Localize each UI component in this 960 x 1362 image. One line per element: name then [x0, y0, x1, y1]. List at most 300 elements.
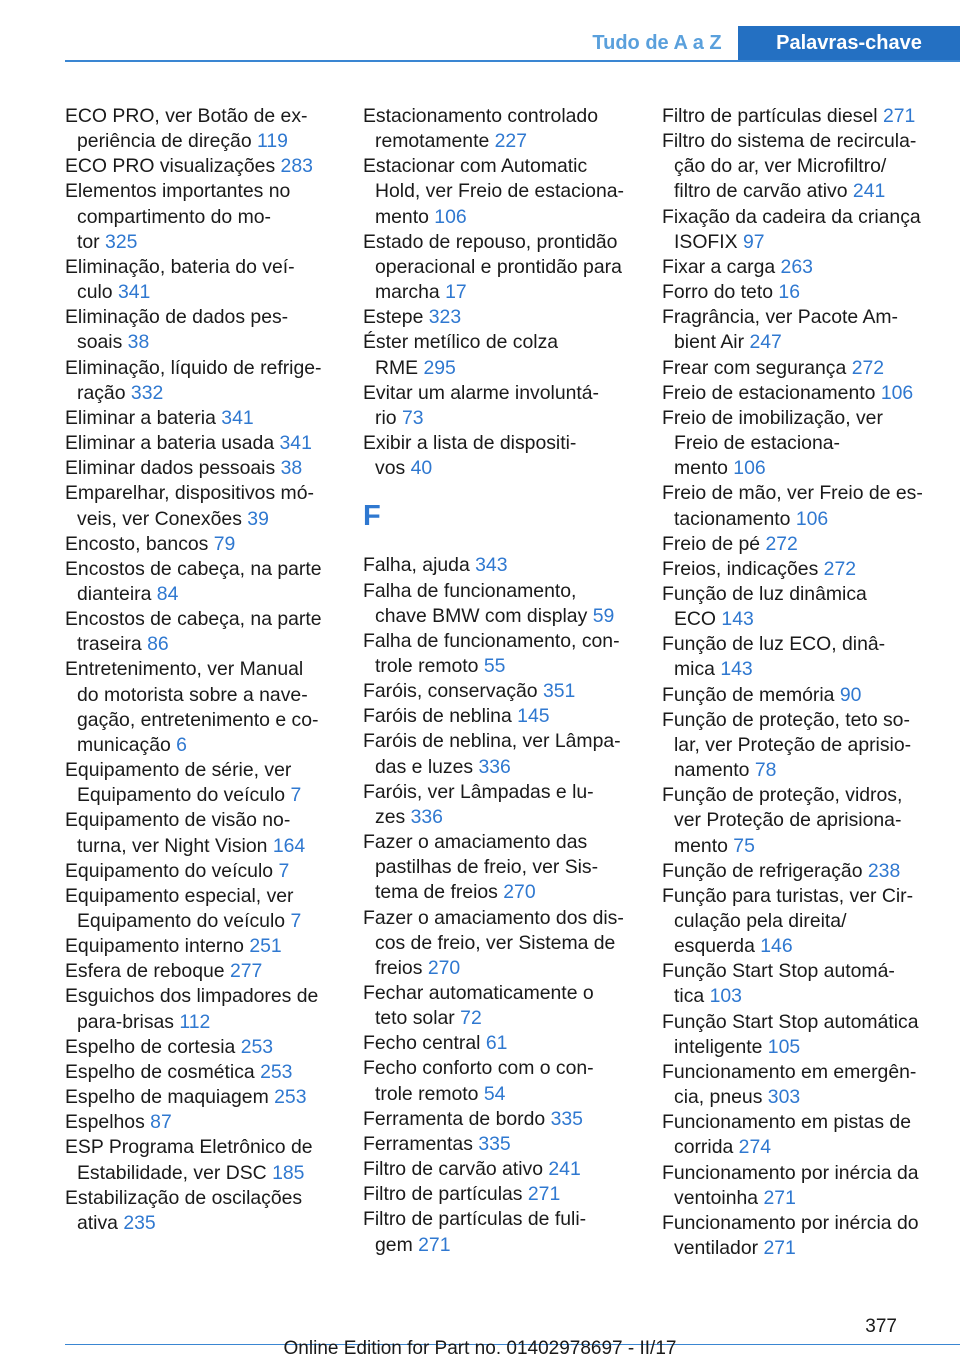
page-reference-link[interactable]: 185: [272, 1161, 305, 1184]
entry-text: inteligente: [674, 1035, 763, 1058]
entry-text: Filtro de partículas: [363, 1183, 523, 1206]
entry-text: Espelho de maquiagem: [65, 1086, 269, 1109]
page-reference-link[interactable]: 90: [839, 683, 862, 706]
index-entry-continuation: [363, 805, 635, 830]
index-entry: [662, 406, 934, 431]
entry-text: Estepe: [363, 306, 424, 329]
index-entry: [65, 758, 337, 783]
index-entry-continuation: [662, 330, 934, 355]
entry-text: Emparelhar, dispositivos mó-: [65, 482, 314, 505]
index-entry: [662, 129, 934, 154]
page-reference-link[interactable]: 325: [105, 230, 138, 253]
page-reference-link[interactable]: 79: [213, 532, 236, 555]
entry-text: trole remoto: [375, 654, 479, 677]
entry-text: tor: [77, 230, 100, 253]
index-entry: [65, 104, 337, 129]
entry-text: Encosto, bancos: [65, 532, 209, 555]
tab-section[interactable]: Tudo de A a Z: [592, 31, 722, 54]
page-reference-link[interactable]: 271: [882, 105, 916, 127]
page-reference-link[interactable]: 84: [156, 582, 179, 605]
entry-text: periência de direção: [77, 130, 252, 153]
tab-current[interactable]: Palavras-chave: [738, 26, 960, 60]
page-reference-link[interactable]: 39: [247, 507, 269, 530]
entry-text: ECO: [674, 608, 717, 631]
entry-text: zes: [375, 805, 406, 828]
index-entry: [65, 984, 337, 1009]
page-reference-link[interactable]: 277: [229, 960, 263, 983]
entry-text: Fecho central: [363, 1032, 481, 1055]
index-entry: [363, 780, 635, 805]
index-entry: [363, 981, 635, 1006]
page-reference-link[interactable]: 106: [434, 205, 467, 228]
page-reference-link[interactable]: 103: [709, 985, 742, 1008]
entry-text: mica: [674, 658, 715, 681]
index-entry: [662, 859, 934, 884]
entry-text: Fixar a carga: [662, 255, 776, 278]
entry-text: ESP Programa Eletrônico de: [65, 1136, 313, 1159]
entry-text: ativa: [77, 1211, 118, 1234]
page-reference-link[interactable]: 72: [460, 1007, 482, 1030]
page-reference-link[interactable]: 336: [478, 755, 511, 778]
entry-text: Equipamento interno: [65, 935, 244, 958]
page-reference-link[interactable]: 54: [483, 1082, 506, 1105]
index-entry-continuation: [662, 431, 934, 456]
entry-text: Eliminação de dados pes-: [65, 306, 289, 329]
index-entry: [363, 579, 635, 604]
index-entry: [363, 906, 635, 931]
page-reference-link[interactable]: 303: [767, 1086, 801, 1109]
index-entry: [662, 1110, 934, 1135]
page-reference-link[interactable]: 263: [780, 255, 813, 278]
index-entry-continuation: [662, 657, 934, 682]
entry-text: Estabilização de oscilações: [65, 1186, 303, 1209]
index-entry-continuation: [662, 1085, 934, 1110]
entry-text: Estabilidade, ver DSC: [77, 1161, 267, 1184]
index-entry: [65, 1060, 337, 1085]
page-reference-link[interactable]: 238: [867, 859, 901, 882]
index-entry: [65, 1035, 337, 1060]
entry-text: Falha de funcionamento,: [363, 579, 577, 602]
index-entry: [662, 1010, 934, 1035]
index-entry-continuation: [662, 758, 934, 783]
entry-text: Funcionamento por inércia da: [662, 1161, 919, 1184]
header-divider: [65, 60, 960, 62]
page-reference-link[interactable]: 40: [410, 457, 433, 480]
page-reference-link[interactable]: 146: [760, 935, 793, 958]
page-reference-link[interactable]: 106: [880, 381, 914, 404]
index-entry-continuation: [65, 582, 337, 607]
index-entry: [363, 704, 635, 729]
entry-text: Filtro de carvão ativo: [363, 1158, 543, 1181]
index-entry-continuation: [65, 834, 337, 859]
entry-text: culação pela direita/: [674, 910, 847, 932]
index-entry: [662, 959, 934, 984]
index-entry: [363, 629, 635, 654]
entry-text: Equipamento de visão no-: [65, 809, 291, 832]
index-entry-continuation: [65, 381, 337, 406]
entry-text: Eliminação, bateria do veí-: [65, 255, 295, 278]
index-entry-continuation: [662, 733, 934, 758]
index-entry-continuation: [363, 179, 635, 204]
page-reference-link[interactable]: 143: [721, 608, 754, 631]
entry-text: Filtro do sistema de recircula-: [662, 130, 917, 153]
index-entry: [363, 104, 635, 129]
index-entry: [65, 959, 337, 984]
page-reference-link[interactable]: 295: [423, 356, 456, 379]
entry-text: soais: [77, 331, 123, 354]
index-entry-continuation: [65, 129, 337, 154]
entry-text: marcha: [375, 281, 440, 304]
entry-text: Espelhos: [65, 1111, 145, 1134]
index-entry-continuation: [662, 984, 934, 1009]
index-entry: [65, 532, 337, 557]
index-entry-continuation: [662, 934, 934, 959]
entry-text: Encostos de cabeça, na parte: [65, 608, 322, 631]
index-entry: [363, 729, 635, 754]
entry-text: Eliminar dados pessoais: [65, 457, 276, 480]
index-entry-continuation: [363, 604, 635, 629]
entry-text: gação, entretenimento e co-: [77, 708, 319, 731]
index-entry: [363, 305, 635, 330]
entry-text: Fixação da cadeira da criança: [662, 205, 921, 228]
entry-text: Equipamento do veículo: [77, 910, 286, 932]
page-reference-link[interactable]: 253: [274, 1086, 307, 1109]
entry-text: Faróis, conservação: [363, 680, 538, 703]
index-entry: [65, 657, 337, 682]
page-reference-link[interactable]: 323: [428, 306, 462, 329]
entry-text: Faróis de neblina, ver Lâmpa-: [363, 730, 621, 753]
entry-text: Espelho de cosmética: [65, 1060, 255, 1083]
index-entry: [662, 104, 934, 129]
entry-text: ECO PRO, ver Botão de ex-: [65, 105, 308, 127]
page-reference-link[interactable]: 343: [475, 554, 508, 577]
index-entry-continuation: [662, 154, 934, 179]
index-entry-continuation: [662, 1186, 934, 1211]
page-reference-link[interactable]: 38: [127, 331, 150, 354]
page-reference-link[interactable]: 59: [592, 604, 615, 627]
page-reference-link[interactable]: 7: [290, 910, 302, 932]
page-reference-link[interactable]: 332: [130, 381, 164, 404]
index-entry: [363, 1207, 635, 1232]
page-reference-link[interactable]: 253: [260, 1060, 293, 1083]
index-entry: [363, 1031, 635, 1056]
index-entry: [662, 1211, 934, 1236]
index-entry: [363, 1132, 635, 1157]
index-entry: [363, 830, 635, 855]
index-entry-continuation: [363, 356, 635, 381]
index-entry: [363, 154, 635, 179]
page-reference-link[interactable]: 17: [445, 281, 467, 304]
index-entry: [662, 783, 934, 808]
page-reference-link[interactable]: 73: [401, 406, 424, 429]
entry-text: tacionamento: [674, 507, 791, 530]
page-reference-link[interactable]: 274: [738, 1136, 772, 1159]
index-entry: [65, 481, 337, 506]
index-entry-continuation: [662, 230, 934, 255]
index-entry-continuation: [65, 909, 337, 934]
index-entry: [65, 255, 337, 280]
index-entry: [65, 154, 337, 179]
entry-text: Fragrância, ver Pacote Am-: [662, 306, 899, 329]
page-reference-link[interactable]: 75: [733, 834, 755, 857]
entry-text: vos: [375, 457, 406, 480]
page-reference-link[interactable]: 271: [763, 1237, 796, 1260]
index-entry: [662, 1060, 934, 1085]
entry-text: Função de luz ECO, dinâ-: [662, 633, 886, 656]
page-reference-link[interactable]: 145: [517, 705, 550, 728]
index-entry: [662, 305, 934, 330]
page-reference-link[interactable]: 38: [280, 457, 303, 480]
index-entry-continuation: [363, 255, 635, 280]
entry-text: Eliminar a bateria usada: [65, 432, 275, 455]
entry-text: Hold, ver Freio de estaciona-: [375, 180, 624, 203]
entry-text: Esguichos dos limpadores de: [65, 985, 319, 1008]
index-entry-continuation: [363, 755, 635, 780]
page-reference-link[interactable]: 6: [176, 733, 187, 756]
page-reference-link[interactable]: 16: [778, 281, 800, 304]
entry-text: RME: [375, 356, 419, 379]
entry-text: Freios, indicações: [662, 557, 819, 580]
index-entry-continuation: [662, 909, 934, 934]
page-reference-link[interactable]: 241: [548, 1158, 581, 1181]
page-reference-link[interactable]: 341: [279, 432, 312, 455]
entry-text: mento: [674, 834, 728, 857]
entry-text: Função de memória: [662, 683, 835, 706]
index-column-1: [65, 104, 337, 1236]
entry-text: Elementos importantes no: [65, 180, 291, 203]
index-entry-continuation: [65, 330, 337, 355]
index-entry: [65, 1186, 337, 1211]
entry-text: ventoinha: [674, 1186, 759, 1209]
index-entry: [363, 431, 635, 456]
entry-text: Função Start Stop automá-: [662, 960, 895, 983]
entry-text: Função de proteção, vidros,: [662, 784, 903, 807]
page-reference-link[interactable]: 78: [754, 759, 777, 782]
page-reference-link[interactable]: 272: [765, 532, 798, 555]
index-entry-continuation: [65, 1010, 337, 1035]
index-entry: [363, 679, 635, 704]
entry-text: Exibir a lista de dispositi-: [363, 432, 577, 455]
entry-text: Filtro de partículas de fuli-: [363, 1208, 587, 1231]
index-entry-continuation: [363, 1006, 635, 1031]
entry-text: Função de proteção, teto so-: [662, 708, 910, 731]
entry-text: Falha de funcionamento, con-: [363, 629, 620, 652]
entry-text: ECO PRO visualizações: [65, 155, 276, 178]
index-entry: [662, 708, 934, 733]
page-header: [0, 0, 960, 62]
entry-text: gem: [375, 1233, 413, 1256]
page-reference-link[interactable]: 7: [278, 859, 290, 882]
page-reference-link[interactable]: 271: [763, 1186, 796, 1209]
index-entry-continuation: [662, 179, 934, 204]
index-entry: [662, 205, 934, 230]
entry-text: ração: [77, 381, 126, 404]
entry-text: trole remoto: [375, 1082, 479, 1105]
index-entry-continuation: [363, 406, 635, 431]
entry-text: culo: [77, 281, 113, 304]
page-reference-link[interactable]: 55: [483, 654, 506, 677]
entry-text: Equipamento especial, ver: [65, 884, 294, 907]
entry-text: dianteira: [77, 582, 152, 605]
entry-text: Fazer o amaciamento das: [363, 831, 588, 854]
entry-text: Estacionar com Automatic: [363, 155, 588, 178]
index-entry: [662, 1161, 934, 1186]
page-reference-link[interactable]: 227: [494, 130, 527, 153]
page-reference-link[interactable]: 336: [410, 805, 443, 828]
page-reference-link[interactable]: 7: [290, 784, 302, 807]
page-reference-link[interactable]: 351: [542, 680, 576, 703]
page-reference-link[interactable]: 270: [503, 881, 536, 904]
entry-text: Esfera de reboque: [65, 960, 225, 983]
index-entry: [363, 1157, 635, 1182]
entry-text: Equipamento do veículo: [77, 784, 286, 807]
index-entry: [662, 532, 934, 557]
index-column-3: [662, 104, 934, 1261]
entry-text: chave BMW com display: [375, 604, 588, 627]
index-entry-continuation: [662, 1236, 934, 1261]
entry-text: Forro do teto: [662, 281, 774, 304]
index-entry: [662, 884, 934, 909]
entry-text: Função Start Stop automática: [662, 1010, 919, 1033]
index-entry-continuation: [363, 1082, 635, 1107]
page-reference-link[interactable]: 270: [427, 956, 461, 979]
page-reference-link[interactable]: 164: [272, 834, 306, 857]
entry-text: Ferramentas: [363, 1132, 473, 1155]
page-reference-link[interactable]: 253: [240, 1035, 274, 1058]
index-entry-continuation: [363, 456, 635, 481]
entry-text: ventilador: [674, 1237, 759, 1260]
page-reference-link[interactable]: 247: [749, 331, 782, 354]
index-entry-continuation: [662, 456, 934, 481]
page-reference-link[interactable]: 271: [527, 1183, 561, 1206]
entry-text: para-brisas: [77, 1010, 174, 1033]
page-reference-link[interactable]: 119: [257, 130, 288, 153]
entry-text: Encostos de cabeça, na parte: [65, 557, 322, 580]
index-entry: [65, 406, 337, 431]
page-reference-link[interactable]: 241: [852, 180, 886, 203]
entry-text: freios: [375, 956, 423, 979]
footer-edition: Online Edition for Part no. 01402978697 - II/17: [283, 1338, 677, 1359]
index-entry-continuation: [363, 880, 635, 905]
index-entry: [65, 431, 337, 456]
page-reference-link[interactable]: 112: [179, 1010, 211, 1033]
page-reference-link[interactable]: 251: [249, 935, 282, 958]
entry-text: cos de freio, ver Sistema de: [375, 931, 616, 954]
entry-text: lar, ver Proteção de aprisio-: [674, 733, 912, 756]
page-reference-link[interactable]: 86: [147, 633, 169, 656]
index-entry-continuation: [65, 632, 337, 657]
index-entry-continuation: [65, 205, 337, 230]
index-entry: [65, 607, 337, 632]
index-entry-continuation: [363, 931, 635, 956]
page-reference-link[interactable]: 143: [720, 658, 753, 681]
page-reference-link[interactable]: 272: [851, 356, 885, 379]
page-reference-link[interactable]: 61: [485, 1032, 508, 1055]
page-reference-link[interactable]: 341: [117, 281, 151, 304]
page-reference-link[interactable]: 335: [550, 1107, 583, 1130]
entry-text: Equipamento do veículo: [65, 859, 274, 882]
entry-text: esquerda: [674, 935, 755, 958]
index-entry: [65, 884, 337, 909]
index-entry-continuation: [662, 507, 934, 532]
index-entry: [65, 808, 337, 833]
page-reference-link[interactable]: 87: [150, 1111, 172, 1134]
entry-text: Evitar um alarme involuntá-: [363, 381, 600, 404]
entry-text: Fechar automaticamente o: [363, 982, 594, 1004]
entry-text: municação: [77, 733, 171, 756]
index-entry: [363, 381, 635, 406]
index-entry: [662, 255, 934, 280]
entry-text: Éster metílico de colza: [363, 331, 559, 354]
entry-text: Estado de repouso, prontidão: [363, 230, 618, 253]
index-entry-continuation: [65, 683, 337, 708]
entry-text: remotamente: [375, 130, 490, 153]
entry-text: Ferramenta de bordo: [363, 1107, 546, 1130]
index-entry: [662, 356, 934, 381]
index-entry-continuation: [662, 834, 934, 859]
page-number: 377: [865, 1316, 897, 1337]
entry-text: Filtro de partículas diesel: [662, 105, 878, 127]
index-entry: [363, 1107, 635, 1132]
entry-text: Espelho de cortesia: [65, 1035, 236, 1058]
entry-text: Faróis, ver Lâmpadas e lu-: [363, 780, 594, 803]
page-reference-link[interactable]: 341: [221, 406, 254, 429]
index-entry-continuation: [662, 607, 934, 632]
page-reference-link[interactable]: 106: [795, 507, 829, 530]
index-entry-continuation: [65, 507, 337, 532]
entry-text: Freio de pé: [662, 532, 761, 555]
index-entry: [363, 330, 635, 355]
index-entry-continuation: [363, 205, 635, 230]
entry-text: Estacionamento controlado: [363, 105, 598, 127]
entry-text: Freio de imobilização, ver: [662, 406, 883, 429]
entry-text: Falha, ajuda: [363, 554, 470, 577]
entry-text: filtro de carvão ativo: [674, 180, 848, 203]
page-reference-link[interactable]: 272: [823, 557, 857, 580]
entry-text: mento: [375, 205, 429, 228]
index-entry: [65, 456, 337, 481]
entry-text: Funcionamento em emergên-: [662, 1060, 917, 1083]
entry-text: pastilhas de freio, ver Sis-: [375, 856, 599, 879]
entry-text: Freio de estaciona-: [674, 432, 840, 455]
page-reference-link[interactable]: 283: [280, 155, 313, 178]
index-entry-continuation: [65, 280, 337, 305]
page-reference-link[interactable]: 106: [733, 457, 766, 480]
entry-text: das e luzes: [375, 755, 474, 778]
index-entry: [662, 683, 934, 708]
page-reference-link[interactable]: 105: [767, 1035, 801, 1058]
entry-text: Função para turistas, ver Cir-: [662, 884, 914, 907]
index-entry: [65, 1135, 337, 1160]
index-entry: [662, 582, 934, 607]
page-reference-link[interactable]: 335: [478, 1132, 511, 1155]
entry-text: Funcionamento por inércia do: [662, 1211, 919, 1234]
entry-text: Eliminar a bateria: [65, 406, 216, 429]
entry-text: Fazer o amaciamento dos dis-: [363, 906, 624, 929]
index-entry: [65, 305, 337, 330]
entry-text: Função de refrigeração: [662, 859, 863, 882]
page-reference-link[interactable]: 235: [123, 1211, 156, 1234]
page-reference-link[interactable]: 97: [742, 230, 765, 253]
page-reference-link[interactable]: 271: [418, 1233, 451, 1256]
entry-text: veis, ver Conexões: [77, 507, 242, 530]
index-entry: [363, 1182, 635, 1207]
entry-text: teto solar: [375, 1007, 455, 1030]
index-entry-continuation: [363, 956, 635, 981]
entry-text: turna, ver Night Vision: [77, 834, 268, 857]
entry-text: do motorista sobre a nave-: [77, 683, 308, 706]
index-entry-continuation: [363, 855, 635, 880]
